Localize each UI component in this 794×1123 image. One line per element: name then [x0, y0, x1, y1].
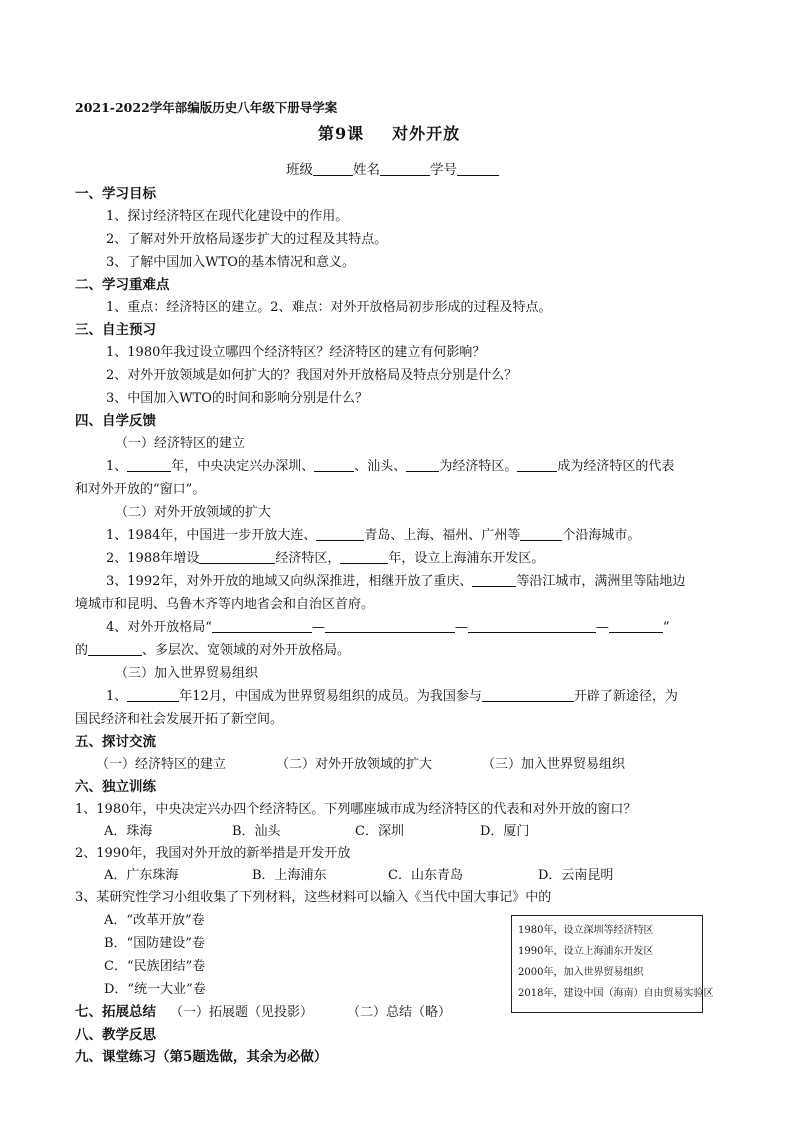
answer-option[interactable]: A．广东珠海: [104, 868, 179, 883]
fill-in-question: 1、1984年，中国进一步开放大连、 青岛、上海、福州、广州等 个沿海城市。: [106, 528, 641, 543]
discussion-topic: （二）对外开放领域的扩大: [276, 757, 433, 772]
answer-blank[interactable]: [472, 572, 516, 587]
preview-question: 3、中国加入WTO的时间和影响分别是什么？: [106, 391, 368, 406]
answer-option[interactable]: A．珠海: [104, 824, 153, 839]
answer-blank[interactable]: [520, 526, 562, 541]
fill-in-question: 2、1988年增设 经济特区， 年，设立上海浦东开发区。: [106, 551, 545, 566]
answer-option[interactable]: B．“国防建设”卷: [104, 936, 205, 951]
lesson-number: 第9课: [318, 124, 365, 143]
answer-option[interactable]: D．云南昆明: [538, 868, 614, 883]
objective-item: 2、了解对外开放格局逐步扩大的过程及其特点。: [106, 232, 388, 247]
answer-blank[interactable]: [517, 457, 557, 472]
section-heading-classwork: 九、课堂练习（第5题选做，其余为必做）: [75, 1049, 328, 1065]
section-heading-key-points: 二、学习重难点: [75, 277, 170, 293]
discussion-topic: （三）加入世界贸易组织: [482, 757, 626, 772]
exercise-question: 1、1980年，中央决定兴办四个经济特区。下列哪座城市成为经济特区的代表和对外开放的窗口？: [75, 802, 637, 817]
answer-option[interactable]: A．“改革开放”卷: [104, 913, 205, 928]
lesson-title: [318, 124, 460, 146]
objective-item: 1、探讨经济特区在现代化建设中的作用。: [106, 209, 349, 224]
section-heading-preview: 三、自主预习: [75, 322, 156, 338]
answer-blank[interactable]: [127, 457, 171, 472]
lesson-topic: 对外开放: [392, 124, 461, 143]
document-header: 2021-2022学年部编版历史八年级下册导学案: [75, 100, 338, 115]
summary-item: （二）总结（略）: [347, 1005, 452, 1020]
section-heading-exercises: 六、独立训练: [75, 779, 156, 795]
answer-option[interactable]: D．“统一大业”卷: [104, 982, 206, 997]
preview-question: 2、对外开放领域是如何扩大的？我国对外开放格局及特点分别是什么？: [106, 368, 518, 383]
material-entry: 2000年，加入世界贸易组织: [518, 967, 644, 978]
fill-in-question: 1、 年，中央决定兴办深圳、 、汕头、 为经济特区。 成为经济特区的代表: [106, 459, 675, 474]
material-box: [511, 915, 714, 1013]
answer-blank[interactable]: [325, 618, 455, 633]
section-heading-extension: 七、拓展总结: [75, 1004, 156, 1020]
answer-option[interactable]: B．汕头: [232, 824, 281, 839]
answer-blank[interactable]: [482, 687, 574, 702]
material-entry: 1990年，设立上海浦东开发区: [518, 946, 654, 957]
extension-item: （一）拓展题（见投影）: [170, 1005, 314, 1020]
answer-blank[interactable]: [127, 687, 179, 702]
answer-option[interactable]: C．深圳: [355, 824, 404, 839]
answer-blank[interactable]: [468, 618, 596, 633]
subsection-title: （二）对外开放领域的扩大: [115, 505, 272, 520]
fill-in-question: 1、 年12月，中国成为世界贸易组织的成员。为我国参与 开辟了新途径，为: [106, 689, 678, 704]
number-blank[interactable]: [457, 161, 499, 176]
section-heading-discussion: 五、探讨交流: [75, 734, 156, 750]
key-points-text: 1、重点：经济特区的建立。2、难点：对外开放格局初步形成的过程及特点。: [106, 300, 552, 315]
fill-in-question-cont: 境城市和昆明、乌鲁木齐等内地省会和自治区首府。: [75, 597, 375, 612]
answer-blank[interactable]: [88, 641, 142, 656]
answer-blank[interactable]: [609, 618, 663, 633]
answer-blank[interactable]: [340, 549, 388, 564]
answer-option[interactable]: D．厦门: [480, 824, 530, 839]
class-blank[interactable]: [313, 161, 353, 176]
answer-blank[interactable]: [199, 549, 275, 564]
answer-option[interactable]: C．“民族团结”卷: [104, 959, 206, 974]
subsection-title: （一）经济特区的建立: [115, 436, 246, 451]
discussion-topic: （一）经济特区的建立: [96, 757, 227, 772]
material-entry: 2018年，建设中国（海南）自由贸易实验区: [518, 988, 714, 999]
subsection-title: （三）加入世界贸易组织: [115, 666, 259, 681]
fill-in-question: 3、1992年，对外开放的地域又向纵深推进，相继开放了重庆、 等沿江城市，满洲里等陆地边: [106, 574, 686, 589]
fill-in-question-cont: 和对外开放的“窗口”。: [75, 482, 206, 497]
preview-question: 1、1980年我过设立哪四个经济特区？经济特区的建立有何影响？: [106, 345, 486, 360]
extension-summary-row: [75, 1002, 451, 1024]
student-info-fields: [286, 160, 499, 182]
exercise-question: 2、1990年，我国对外开放的新举措是开发开放: [75, 846, 351, 861]
answer-option[interactable]: C．山东青岛: [388, 868, 463, 883]
fill-in-question-cont: 国民经济和社会发展开拓了新空间。: [75, 712, 284, 727]
answer-blank[interactable]: [316, 526, 364, 541]
objective-item: 3、了解中国加入WTO的基本情况和意义。: [106, 255, 355, 270]
material-entry: 1980年，设立深圳等经济特区: [518, 925, 654, 936]
class-label: 班级: [286, 162, 313, 178]
name-blank[interactable]: [380, 161, 430, 176]
number-label: 学号: [430, 162, 457, 178]
fill-in-question-cont: 的 、多层次、宽领域的对外开放格局。: [75, 643, 351, 658]
answer-blank[interactable]: [406, 457, 439, 472]
section-heading-objectives: 一、学习目标: [75, 186, 156, 202]
section-heading-feedback: 四、自学反馈: [75, 413, 156, 429]
name-label: 姓名: [353, 162, 380, 178]
answer-option[interactable]: B．上海浦东: [252, 868, 327, 883]
fill-in-question: 4、对外开放格局“ — — — ”: [106, 620, 670, 635]
section-heading-reflection: 八、教学反思: [75, 1027, 156, 1043]
answer-blank[interactable]: [212, 618, 312, 633]
exercise-question: 3、某研究性学习小组收集了下列材料，这些材料可以输入《当代中国大事记》中的: [75, 890, 552, 905]
answer-blank[interactable]: [314, 457, 354, 472]
